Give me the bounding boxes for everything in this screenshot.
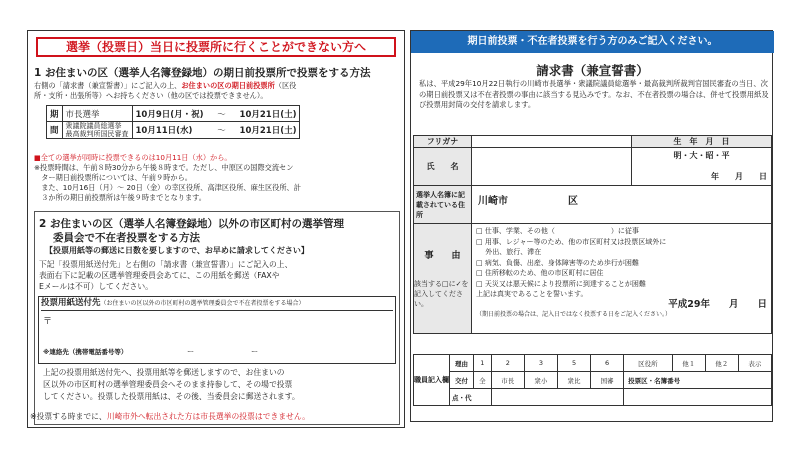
national-election-tilde: ～: [207, 122, 237, 139]
staff-use-table: [413, 354, 772, 406]
period-label-bottom: 間: [47, 122, 63, 139]
section2-body-2: 表面右下に記載の区選挙管理委員会あてに、この用紙を郵送（FAXや: [39, 271, 280, 280]
furigana-input[interactable]: [472, 136, 632, 148]
staff-issued-house-single: 衆小: [524, 372, 557, 389]
absentee-instructions-panel: [27, 30, 405, 428]
staff-other-2: 他２: [705, 355, 738, 372]
staff-ward-office: 区役所: [624, 355, 672, 372]
staff-issued-review: 国審: [591, 372, 624, 389]
form-title: 請求書（兼宣誓書）: [536, 63, 649, 78]
reason-label-cell: 事 由 該当する□に✓を記入してください。: [414, 224, 472, 334]
staff-issued-label: 交付: [450, 372, 474, 389]
section1-line2: 所・支所・出張所等）へお持ちください（他の区では投票できません）。: [34, 91, 268, 100]
staff-reason-5: 5: [557, 355, 590, 372]
right-panel-header: 期日前投票・不在者投票を行う方のみご記入ください。: [411, 31, 774, 53]
city-election-tilde: ～: [207, 106, 237, 122]
staff-issued-mayor: 市長: [491, 372, 524, 389]
staff-points-label: 点・代: [450, 389, 492, 406]
form-oath-paragraph: 私は、平成29年10月22日執行の川崎市長選挙・衆議院議員総選挙・最高裁判所裁判官国民審査の当日、次の期日前投票又は不在者投票の事由に該当する見込みです。なお、不在者投票の場合は、併せて投票用紙及び投票用封筒の交付を請求します。: [419, 79, 769, 109]
section2-body-1: 下記「投票用紙送付先」と右側の「請求書（兼宣誓書）」にご記入の上、: [39, 260, 293, 269]
staff-reason-1: 1: [474, 355, 492, 372]
hours-note-2: ター期日前投票所については、午前９時から。: [34, 173, 192, 182]
phone-dash-1: ー: [187, 347, 195, 356]
reason-1[interactable]: □ 仕事、学業、その他（ ）に従事: [476, 227, 639, 235]
staff-reason-label: 理由: [450, 355, 474, 372]
reason-3[interactable]: □ 病気、負傷、出産、身体障害等のため歩行が困難: [476, 258, 639, 267]
dob-input[interactable]: 明・大・昭・平 年 月 日: [632, 148, 772, 186]
left-panel-title: 選挙（投票日）当日に投票所に行くことができない方へ: [36, 37, 396, 57]
reason-2[interactable]: □ 用事、レジャー等のため、他の市区町村又は投票区域外に: [476, 237, 667, 246]
staff-issued-house-pr: 衆比: [557, 372, 590, 389]
phone-dash-2: ー: [251, 347, 259, 356]
section1-line1: 右側の「請求書（兼宣誓書）」にご記入の上、お住まいの区の期日前投票所（区役: [34, 81, 297, 90]
address-input[interactable]: 川崎市 区: [472, 186, 772, 224]
national-election-start: 10月11日(水): [132, 122, 207, 139]
hours-note-1: ※投票時間は、午前８時30分から午後８時まで。ただし、中原区の国際交流セン: [34, 163, 294, 172]
staff-district-number: 投票区・名簿番号: [624, 372, 772, 389]
section1-heading: 1 お住まいの区（選挙人名簿登録地）の期日前投票所で投票をする方法: [34, 67, 371, 79]
contact-label: ※連絡先（携帯電話番号等）: [43, 348, 128, 356]
reason-2b: 外出、旅行、滞在: [476, 248, 542, 256]
request-form-panel: [410, 30, 773, 422]
period-label-top: 期: [47, 106, 63, 122]
section2-heading-2: 委員会で不在者投票をする方法: [53, 232, 200, 244]
national-election-label: 衆議院議員総選挙 最高裁判所国民審査: [62, 122, 132, 139]
staff-issued-all: 全: [474, 372, 492, 389]
delivery-address-box[interactable]: [38, 296, 396, 364]
section2-box: [34, 211, 400, 425]
section2-body-3: Eメールは不可）してください。: [39, 282, 153, 291]
name-label: 氏 名: [414, 148, 472, 186]
furigana-label: フリガナ: [414, 136, 472, 148]
reason-checklist[interactable]: [472, 224, 772, 334]
section2-tail-1: 上記の投票用紙送付先へ、投票用紙等を郵送しますので、お住まいの: [43, 368, 285, 377]
reason-5[interactable]: □ 天災又は悪天候により投票所に到達することが困難: [476, 279, 646, 288]
staff-display: 表示: [738, 355, 771, 372]
mail-notice: 【投票用紙等の郵送に日数を要しますので、お早めに請求してください】: [45, 246, 309, 255]
reason-4[interactable]: □ 住所移転のため、他の市区町村に居住: [476, 269, 604, 277]
staff-reason-2: 2: [491, 355, 524, 372]
all-elections-note: ■全ての選挙が同時に投票できるのは10月11日（水）から。: [34, 153, 232, 162]
name-input[interactable]: [472, 148, 632, 186]
city-election-label: 市長選挙: [62, 106, 132, 122]
staff-reason-6: 6: [591, 355, 624, 372]
oath-line: 上記は真実であることを誓います。: [476, 290, 588, 298]
sign-date[interactable]: 平成29年 月 日: [668, 298, 767, 310]
section2-tail-2: 区以外の市区町村の選挙管理委員会へそのまま持参して、その場で投票: [43, 380, 293, 389]
footer-warning: ※投票する時までに、川崎市外へ転出された方は市長選挙の投票はできません。: [30, 412, 310, 421]
request-form-table: [413, 135, 772, 334]
dob-label: 生 年 月 日: [632, 136, 772, 148]
sign-date-note: （期日前投票の場合は、記入日ではなく投票する日をご記入ください。）: [476, 311, 672, 318]
staff-reason-3: 3: [524, 355, 557, 372]
city-election-start: 10月9日(月・祝): [132, 106, 207, 122]
staff-use-label: 職員記入欄: [414, 355, 450, 406]
city-election-end: 10月21日(土): [237, 106, 300, 122]
hours-note-4: ３か所の期日前投票所は午後９時までとなります。: [34, 193, 206, 202]
hours-note-3: また、10月16日（月）～ 20日（金）の幸区役所、高津区役所、麻生区役所、計: [34, 183, 301, 192]
section2-heading-1: 2 お住まいの区（選挙人名簿登録地）以外の市区町村の選挙管理: [39, 218, 344, 230]
staff-other-1: 他１: [672, 355, 705, 372]
period-table: [46, 105, 300, 139]
delivery-address-header: 投票用紙送付先（お住まいの区以外の市区町村の選挙管理委員会で不在者投票をする場合）: [41, 298, 393, 311]
address-label: 選挙人名簿に記載されている住所: [414, 186, 472, 224]
national-election-end: 10月21日(土): [237, 122, 300, 139]
section2-tail-3: してください。投票した投票用紙は、その後、当委員会に郵送されます。: [43, 392, 300, 401]
postal-mark: 〒: [43, 317, 53, 327]
